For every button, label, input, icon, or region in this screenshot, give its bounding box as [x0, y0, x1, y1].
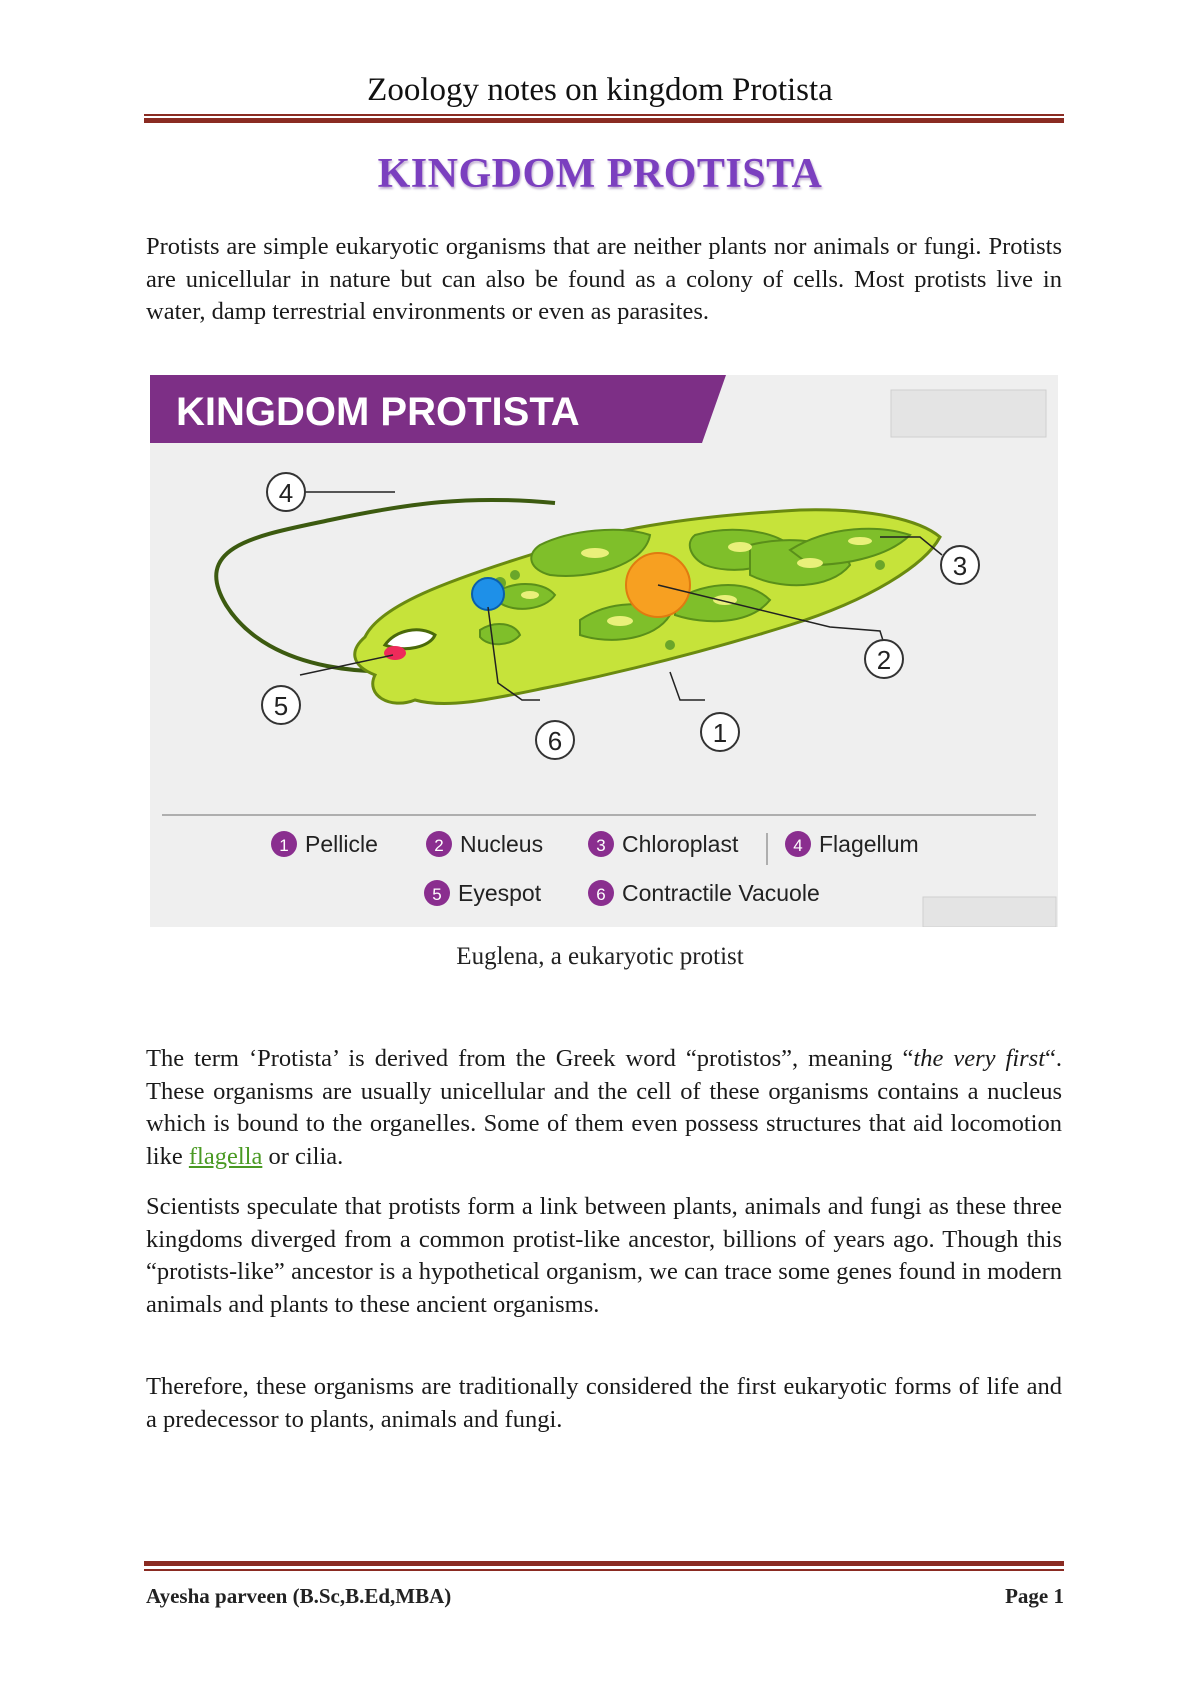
etymology-text-3: or cilia. [262, 1142, 344, 1170]
footer-rule-thin [144, 1569, 1064, 1571]
svg-text:1: 1 [712, 718, 728, 748]
evolution-paragraph: Scientists speculate that protists form a link between plants, animals and fungi as these three kingdoms diverged from a common protist-like ancestor, billions of years ago. Though this “protists-like” ancestor is a hypothetical organism, we can trace some genes found in modern animals and plants to these ancient organisms. [146, 1193, 1062, 1318]
svg-text:1: 1 [279, 836, 289, 855]
legend-item-eyespot [424, 880, 542, 906]
svg-text:5: 5 [432, 885, 442, 904]
header-rule-thick [144, 118, 1064, 123]
etymology-paragraph [146, 1043, 1062, 1173]
svg-text:5: 5 [273, 691, 289, 721]
contractile-vacuole [472, 578, 504, 610]
svg-text:3: 3 [952, 551, 968, 581]
legend-item-nucleus [426, 831, 543, 857]
svg-text:Pellicle: Pellicle [305, 831, 378, 857]
euglena-figure [150, 375, 1058, 927]
footer-rule-thick [144, 1561, 1064, 1566]
header-rule-thin [144, 114, 1064, 116]
conclusion-paragraph: Therefore, these organisms are traditionally considered the first eukaryotic forms of life and a predecessor to plants, animals and fungi. [146, 1373, 1062, 1433]
svg-text:Eyespot: Eyespot [458, 880, 542, 906]
svg-text:Flagellum: Flagellum [819, 831, 919, 857]
figure-banner-text: KINGDOM PROTISTA [176, 390, 580, 434]
callout-1 [701, 713, 739, 751]
svg-text:6: 6 [547, 726, 563, 756]
flagella-link[interactable]: flagella [188, 1142, 263, 1170]
figure-caption: Euglena, a eukaryotic protist [456, 943, 744, 970]
svg-text:Nucleus: Nucleus [460, 831, 544, 857]
callout-4 [267, 473, 305, 511]
grey-box-top [891, 390, 1046, 437]
legend-item-contractile-vacuole [588, 880, 820, 906]
callout-3 [941, 546, 979, 584]
svg-text:4: 4 [793, 836, 803, 855]
eyespot [384, 646, 406, 660]
callout-5 [262, 686, 300, 724]
legend-item-flagellum [785, 831, 919, 857]
footer-page-number: Page 1 [1005, 1584, 1064, 1608]
etymology-text-1: The term ‘Protista’ is derived from the Greek word “protistos”, meaning “ [146, 1045, 914, 1072]
document-heading: KINGDOM PROTISTA [377, 151, 823, 197]
grey-box-bottom [923, 897, 1056, 927]
intro-paragraph: Protists are simple eukaryotic organisms that are neither plants nor animals or fungi. Protists are unicellular in nature but can also be found as a colony of cells. Most protists live in water, damp terrestrial environments or even as parasites. [146, 233, 1062, 325]
footer-author: Ayesha parveen (B.Sc,B.Ed,MBA) [146, 1584, 452, 1608]
callout-2 [865, 640, 903, 678]
legend-item-pellicle [271, 831, 378, 857]
svg-text:2: 2 [434, 836, 444, 855]
svg-text:4: 4 [278, 478, 294, 508]
svg-text:3: 3 [596, 836, 606, 855]
etymology-text-2: “. These organisms are usually unicellular and the cell of these organisms contains a nucleus which is bound to the organelles. Some of them even possess structures that aid locomotion like [146, 1045, 1062, 1170]
etymology-emphasis: the very first [913, 1045, 1045, 1072]
legend-item-chloroplast [588, 831, 739, 857]
svg-text:6: 6 [596, 885, 606, 904]
svg-text:Chloroplast: Chloroplast [622, 831, 739, 857]
svg-text:2: 2 [876, 645, 892, 675]
svg-text:Contractile Vacuole: Contractile Vacuole [622, 880, 820, 906]
euglena-diagram [150, 375, 1058, 927]
callout-6 [536, 721, 574, 759]
page-header-title: Zoology notes on kingdom Protista [367, 72, 833, 108]
